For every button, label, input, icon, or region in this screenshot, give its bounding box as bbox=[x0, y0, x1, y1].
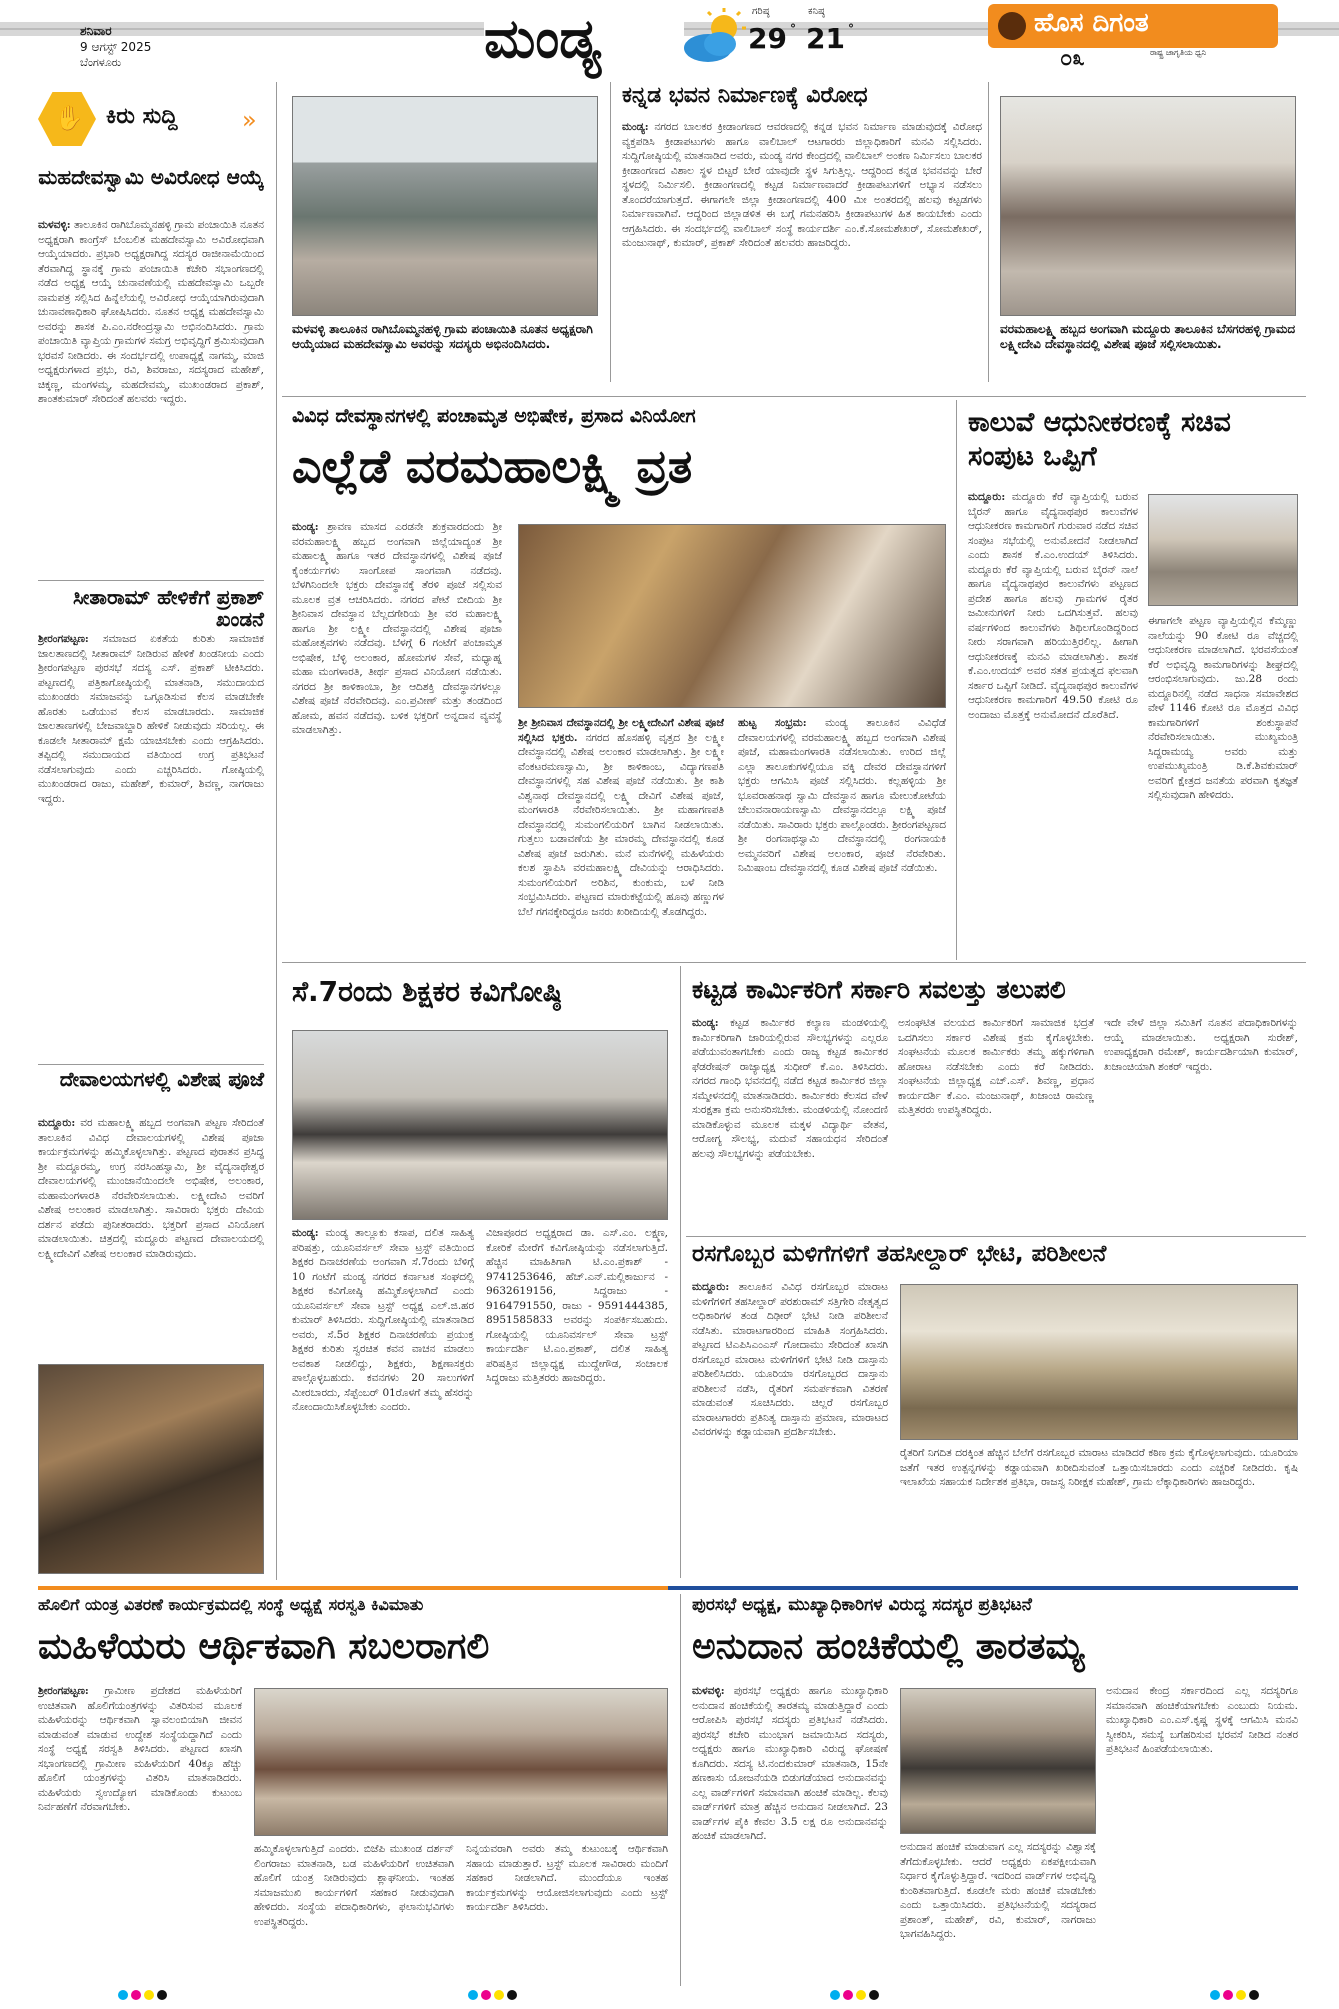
sidebar-rule bbox=[276, 82, 277, 1580]
rasagobbara-col2-text: ರೈತರಿಗೆ ನಿಗದಿತ ದರಕ್ಕಿಂತ ಹೆಚ್ಚಿನ ಬೆಲೆಗೆ ರಸಗೊಬ್ಬರ ಮಾರಾಟ ಮಾಡಿದರೆ ಕಠಿಣ ಕ್ರಮ ಕೈಗೊಳ್ಳಲಾಗುವುದು. ಯೂರಿಯಾ ಜತೆಗೆ ಇತರ ಉತ್ಪನ್ನಗಳನ್ನು ಕಡ್ಡಾಯವಾಗಿ ಖರೀದಿಸುವಂತೆ ಒತ್ತಾಯಿಸಬಾರದು ಎಂದು ಎಚ್ಚರಿಕೆ ನೀಡಿದರು. ಕೃಷಿ ಇಲಾಖೆಯ ಸಹಾಯಕ ನಿರ್ದೇಶಕ ಪ್ರತಿಭಾ, ರಾಜಸ್ವ ನಿರೀಕ್ಷಕ ಮಹೇಶ್, ಗ್ರಾಮ ಲೆಕ್ಕಾಧಿಕಾರಿಗಳು ಹಾಜರಿದ್ದರು. bbox=[900, 1447, 1298, 1488]
kaluve-col2 bbox=[1148, 614, 1298, 960]
rasagobbara-col1-text: ತಾಲೂಕಿನ ವಿವಿಧ ರಸಗೊಬ್ಬರ ಮಾರಾಟ ಮಳಿಗೆಗಳಿಗೆ ತಹಸೀಲ್ದಾರ್ ಪರಶುರಾಮ್ ಸತ್ತಿಗೇರಿ ನೇತೃತ್ವದ ಅಧಿಕಾರಿಗಳ ತಂಡ ದಿಢೀರ್ ಭೇಟಿ ನೀಡಿ ಪರಿಶೀಲನೆ ನಡೆಸಿತು. ಮಾರಾಟಗಾರರಿಂದ ಮಾಹಿತಿ ಸಂಗ್ರಹಿಸಿದರು. ಪಟ್ಟಣದ ಟಿಎಪಿಸಿಎಂಎಸ್ ಗೋದಾಮು ಸೇರಿದಂತೆ ಖಾಸಗಿ ರಸಗೊಬ್ಬರ ಮಾರಾಟ ಮಳಿಗೆಗಳಿಗೆ ಭೇಟಿ ನೀಡಿ ದಾಸ್ತಾನು ಪರಿಶೀಲಿಸಿದರು. ಯೂರಿಯಾ ರಸಗೊಬ್ಬರದ ದಾಸ್ತಾನು ಪರಿಶೀಲನೆ ನಡೆಸಿ, ರೈತರಿಗೆ ಸಮರ್ಪಕವಾಗಿ ವಿತರಣೆ ಮಾಡುವಂತೆ ಸೂಚಿಸಿದರು. ಚಿಲ್ಲರೆ ರಸಗೊಬ್ಬರ ಮಾರಾಟಗಾರರು ಪ್ರತಿನಿತ್ಯ ದಾಸ್ತಾನು ಪ್ರಮಾಣ, ಮಾರಾಟದ ವಿವರಗಳನ್ನು ಕಡ್ಡಾಯವಾಗಿ ಪ್ರದರ್ಶಿಸಬೇಕು. bbox=[692, 1281, 888, 1438]
protest-photo bbox=[900, 1688, 1096, 1834]
max-temp: 29 bbox=[748, 22, 787, 55]
rasagobbara-col1 bbox=[692, 1280, 888, 1576]
holige-title: ಮಹಿಳೆಯರು ಆರ್ಥಿಕವಾಗಿ ಸಬಲರಾಗಲಿ bbox=[38, 1626, 490, 1667]
registration-marks-2 bbox=[468, 1990, 517, 2000]
kannada-bhavana-place: ಮಂಡ್ಯ: bbox=[622, 121, 649, 133]
purasabhe-title: ಅನುದಾನ ಹಂಚಿಕೆಯಲ್ಲಿ ತಾರತಮ್ಯ bbox=[692, 1626, 1085, 1667]
sidebar-s3-body bbox=[38, 1116, 264, 1356]
max-degree: ° bbox=[790, 22, 796, 36]
panchayat-photo-caption: ಮಳವಳ್ಳಿ ತಾಲೂಕಿನ ರಾಗಿಬೊಮ್ಮನಹಳ್ಳಿ ಗ್ರಾಮ ಪಂಚಾಯಿತಿ ನೂತನ ಅಧ್ಯಕ್ಷರಾಗಿ ಆಯ್ಕೆಯಾದ ಮಹದೇವಸ್ವಾಮಿ ಅವರನ್ನು ಸದಸ್ಯರು ಅಭಿನಂದಿಸಿದರು. bbox=[292, 322, 593, 351]
panchayat-group-photo bbox=[292, 96, 598, 316]
top-rule-1 bbox=[610, 82, 611, 382]
sidebar-s1-text: ತಾಲೂಕಿನ ರಾಗಿಬೊಮ್ಮನಹಳ್ಳಿ ಗ್ರಾಮ ಪಂಚಾಯಿತಿ ನೂತನ ಅಧ್ಯಕ್ಷರಾಗಿ ಕಾಂಗ್ರೆಸ್ ಬೆಂಬಲಿತ ಮಹದೇವಸ್ವಾಮಿ ಅವಿರೋಧವಾಗಿ ಆಯ್ಕೆಯಾದರು. ಪ್ರಭಾರಿ ಅಧ್ಯಕ್ಷರಾಗಿದ್ದ ಸದಸ್ಯರ ರಾಜೀನಾಮೆಯಿಂದ ತೆರವಾಗಿದ್ದ ಸ್ಥಾನಕ್ಕೆ ಗ್ರಾಮ ಪಂಚಾಯಿತಿ ಕಚೇರಿ ಸಭಾಂಗಣದಲ್ಲಿ ನಡೆದ ಅಧ್ಯಕ್ಷ ಆಯ್ಕೆ ಚುನಾವಣೆಯಲ್ಲಿ ಮಹದೇವಸ್ವಾಮಿ ಒಬ್ಬರೇ ನಾಮಪತ್ರ ಸಲ್ಲಿಸಿದ ಹಿನ್ನೆಲೆಯಲ್ಲಿ ಅವಿರೋಧ ಆಯ್ಕೆಯಾಗಿರುವುದಾಗಿ ಚುನಾವಣಾಧಿಕಾರಿ ಘೋಷಿಸಿದರು. ನೂತನ ಅಧ್ಯಕ್ಷ ಮಹದೇವಸ್ವಾಮಿ ಅವರನ್ನು ಶಾಸಕ ಪಿ.ಎಂ.ನರೇಂದ್ರಸ್ವಾಮಿ ಅಭಿನಂದಿಸಿದರು. ಗ್ರಾಮ ಪಂಚಾಯಿತಿ ವ್ಯಾಪ್ತಿಯ ಗ್ರಾಮಗಳ ಸಮಗ್ರ ಅಭಿವೃದ್ಧಿಗೆ ಶ್ರಮಿಸುವುದಾಗಿ ಭರವಸೆ ನೀಡಿದರು. ಈ ಸಂದರ್ಭದಲ್ಲಿ ಉಪಾಧ್ಯಕ್ಷೆ ನಾಗಮ್ಮ, ಮಾಜಿ ಅಧ್ಯಕ್ಷರುಗಳಾದ ಪ್ರಭು, ರವಿ, ಶಿವರಾಜು, ಸದಸ್ಯರಾದ ಮಹೇಶ್, ಚಿಕ್ಕಣ್ಣ, ಮಂಗಳಮ್ಮ, ಮಹದೇವಮ್ಮ, ಮುಖಂಡರಾದ ಪ್ರಕಾಶ್, ಶಾಂತಕುಮಾರ್ ಸೇರಿದಂತೆ ಹಲವರು ಇದ್ದರು. bbox=[38, 219, 264, 405]
kattada-col2 bbox=[898, 1016, 1094, 1232]
varamahalakshmi-photo-lead: ಶ್ರೀ ಶ್ರೀನಿವಾಸ ದೇವಸ್ಥಾನದಲ್ಲಿ ಶ್ರೀ ಲಕ್ಷ್ಮೀದೇವಿಗೆ ವಿಶೇಷ ಪೂಜೆ ಸಲ್ಲಿಸಿದ ಭಕ್ತರು. bbox=[518, 717, 724, 744]
brand-tagline: ರಾಷ್ಟ್ರ ಜಾಗೃತಿಯ ಧ್ವನಿ bbox=[1150, 48, 1207, 57]
min-degree: ° bbox=[848, 22, 854, 36]
sidebar-s3-place: ಮದ್ದೂರು: bbox=[38, 1117, 76, 1129]
sidebar-s1-place: ಮಳವಳ್ಳಿ: bbox=[38, 219, 71, 231]
holige-col2 bbox=[254, 1842, 454, 1984]
cyan-dot bbox=[468, 1990, 478, 2000]
chevrons-icon: » bbox=[242, 106, 257, 134]
hand-glyph-icon: ✋ bbox=[54, 104, 84, 132]
holige-col1 bbox=[38, 1684, 242, 1984]
kattada-col2-text: ಅಸಂಘಟಿತ ವಲಯದ ಕಾರ್ಮಿಕರಿಗೆ ಸಾಮಾಜಿಕ ಭದ್ರತೆ ಒದಗಿಸಲು ಸರ್ಕಾರ ವಿಶೇಷ ಕ್ರಮ ಕೈಗೊಳ್ಳಬೇಕು. ಸಂಘಟನೆಯ ಮೂಲಕ ಕಾರ್ಮಿಕರು ತಮ್ಮ ಹಕ್ಕುಗಳಿಗಾಗಿ ಹೋರಾಟ ನಡೆಸಬೇಕು ಎಂದು ಕರೆ ನೀಡಿದರು. ಸಂಘಟನೆಯ ಜಿಲ್ಲಾಧ್ಯಕ್ಷ ಎಚ್.ಎಸ್. ಶಿವಣ್ಣ, ಪ್ರಧಾನ ಕಾರ್ಯದರ್ಶಿ ಕೆ.ಎಂ. ಮಂಜುನಾಥ್, ಖಜಾಂಚಿ ರಾಮಣ್ಣ ಮತ್ತಿತರರು ಉಪಸ್ಥಿತರಿದ್ದರು. bbox=[898, 1017, 1094, 1116]
black-dot bbox=[507, 1990, 517, 2000]
holige-col2-text: ಹಮ್ಮಿಕೊಳ್ಳಲಾಗುತ್ತಿದೆ ಎಂದರು. ಬಿಜೆಪಿ ಮುಖಂಡ ದರ್ಶನ್ ಲಿಂಗರಾಜು ಮಾತನಾಡಿ, ಬಡ ಮಹಿಳೆಯರಿಗೆ ಉಚಿತವಾಗಿ ಹೊಲಿಗೆ ಯಂತ್ರ ನೀಡಿರುವುದು ಶ್ಲಾಘನೀಯ. ಇಂತಹ ಸಮಾಜಮುಖಿ ಕಾರ್ಯಗಳಿಗೆ ಸಹಕಾರ ನೀಡುವುದಾಗಿ ಹೇಳಿದರು. ಸಂಸ್ಥೆಯ ಪದಾಧಿಕಾರಿಗಳು, ಫಲಾನುಭವಿಗಳು ಉಪಸ್ಥಿತರಿದ್ದರು. bbox=[254, 1843, 454, 1928]
bottom-rule bbox=[680, 1594, 681, 1986]
varamahalakshmi-col2-text: ನಗರದ ಹೊಸಹಳ್ಳಿ ವೃತ್ತದ ಶ್ರೀ ಲಕ್ಷ್ಮೀ ದೇವಸ್ಥಾನದಲ್ಲಿ ವಿಶೇಷ ಅಲಂಕಾರ ಮಾಡಲಾಗಿತ್ತು. ಶ್ರೀ ಲಕ್ಷ್ಮೀ ವೆಂಕಟರಮಣಸ್ವಾಮಿ, ಶ್ರೀ ಕಾಳಿಕಾಂಬ, ವಿದ್ಯಾಗಣಪತಿ ದೇವಸ್ಥಾನಗಳಲ್ಲಿ ಸಹ ವಿಶೇಷ ಪೂಜೆ ನಡೆಯಿತು. ಶ್ರೀ ಕಾಶಿ ವಿಶ್ವನಾಥ ದೇವಸ್ಥಾನದಲ್ಲಿ ಲಕ್ಷ್ಮಿ ದೇವಿಗೆ ವಿಶೇಷ ಪೂಜೆ, ಮಂಗಳಾರತಿ ನೆರವೇರಿಸಲಾಯಿತು. ಶ್ರೀ ಮಹಾಗಣಪತಿ ದೇವಸ್ಥಾನದಲ್ಲಿ ಸುಮಂಗಲಿಯರಿಗೆ ಬಾಗಿನ ನೀಡಲಾಯಿತು. ಗುತ್ತಲು ಬಡಾವಣೆಯ ಶ್ರೀ ಮಾರಮ್ಮ ದೇವಸ್ಥಾನದಲ್ಲಿ ಕೂಡ ವಿಶೇಷ ಪೂಜೆ ಜರುಗಿತು. ಮನೆ ಮನೆಗಳಲ್ಲಿ ಮಹಿಳೆಯರು ಕಲಶ ಸ್ಥಾಪಿಸಿ ವರಮಹಾಲಕ್ಷ್ಮಿ ದೇವಿಯನ್ನು ಆರಾಧಿಸಿದರು. ಸುಮಂಗಲಿಯರಿಗೆ ಅರಿಶಿನ, ಕುಂಕುಮ, ಬಳೆ ನೀಡಿ ಸಂಭ್ರಮಿಸಿದರು. ಪಟ್ಟಣದ ಮಾರುಕಟ್ಟೆಯಲ್ಲಿ ಹೂವು ಹಣ್ಣುಗಳ ಬೆಲೆ ಗಗನಕ್ಕೇರಿದ್ದರೂ ಜನರು ಖರೀದಿಯಲ್ಲಿ ತೊಡಗಿದ್ದರು. bbox=[518, 731, 724, 918]
kattada-title: ಕಟ್ಟಡ ಕಾರ್ಮಿಕರಿಗೆ ಸರ್ಕಾರಿ ಸವಲತ್ತು ತಲುಪಲಿ bbox=[692, 975, 1066, 1004]
kannada-bhavana-title: ಕನ್ನಡ ಭವನ ನಿರ್ಮಾಣಕ್ಕೆ ವಿರೋಧ bbox=[622, 83, 868, 108]
kaluve-place: ಮದ್ದೂರು: bbox=[968, 491, 1006, 503]
black-dot bbox=[869, 1990, 879, 2000]
varamahalakshmi-col2 bbox=[518, 716, 724, 960]
masthead-city: ಬೆಂಗಳೂರು bbox=[80, 56, 122, 69]
min-label: ಕನಿಷ್ಠ bbox=[808, 6, 825, 17]
magenta-dot bbox=[131, 1990, 141, 2000]
varamahalakshmi-col1-text: ಶ್ರಾವಣ ಮಾಸದ ಎರಡನೇ ಶುಕ್ರವಾರದಂದು ಶ್ರೀ ವರಮಹಾಲಕ್ಷ್ಮಿ ಹಬ್ಬದ ಅಂಗವಾಗಿ ಜಿಲ್ಲೆಯಾದ್ಯಂತ ಶ್ರೀ ಮಹಾಲಕ್ಷ್ಮಿ ಹಾಗೂ ಇತರ ದೇವಸ್ಥಾನಗಳಲ್ಲಿ ವಿಶೇಷ ಪೂಜೆ ಕೈಂಕರ್ಯಗಳು ಸಾಂಗೋಪ ಸಾಂಗವಾಗಿ ನಡೆದವು. ಬೆಳಗಿನಿಂದಲೇ ಭಕ್ತರು ದೇವಸ್ಥಾನಕ್ಕೆ ತೆರಳಿ ಪೂಜೆ ಸಲ್ಲಿಸುವ ಮೂಲಕ ವ್ರತ ಆಚರಿಸಿದರು. ನಗರದ ಪೇಟೆ ಬೀದಿಯ ಶ್ರೀ ಶ್ರೀನಿವಾಸ ದೇವಸ್ಥಾನ ಬೆಲ್ಲದಗೇರಿಯ ಶ್ರೀ ವರ ಮಹಾಲಕ್ಷ್ಮಿ ಹಾಗೂ ಶ್ರೀ ಲಕ್ಷ್ಮೀ ದೇವಸ್ಥಾನದಲ್ಲಿ ವಿಶೇಷ ಪೂಜಾ ಮಹೋತ್ಸವಗಳು ನಡೆದವು. ಬೆಳಗ್ಗೆ 6 ಗಂಟೆಗೆ ಪಂಚಾಮೃತ ಅಭಿಷೇಕ, ಬೆಳ್ಳಿ ಅಲಂಕಾರ, ಹೋಮಗಳ ಸೇವೆ, ಮಧ್ಯಾಹ್ನ ಮಹಾ ಮಂಗಳಾರತಿ, ತೀರ್ಥ ಪ್ರಸಾದ ವಿನಿಯೋಗ ನಡೆಯಿತು. ನಗರದ ಶ್ರೀ ಕಾಳಿಕಾಂಬಾ, ಶ್ರೀ ಆದಿಶಕ್ತಿ ದೇವಸ್ಥಾನಗಳಲ್ಲೂ ವಿಶೇಷ ಪೂಜೆ ನೆರವೇರಿದವು. ಎಂ.ಪ್ರವೀಣ್ ಮತ್ತು ತಂಡದಿಂದ ಹೋಮ, ಹವನ ನಡೆದವು. ಬಳಿಕ ಭಕ್ತರಿಗೆ ಅನ್ನದಾನ ವ್ಯವಸ್ಥೆ ಮಾಡಲಾಗಿತ್ತು. bbox=[292, 521, 502, 736]
fertilizer-godown-photo bbox=[900, 1284, 1298, 1440]
purasabhe-col2-text: ಅನುದಾನ ಹಂಚಿಕೆ ಮಾಡುವಾಗ ಎಲ್ಲ ಸದಸ್ಯರನ್ನು ವಿಶ್ವಾಸಕ್ಕೆ ತೆಗೆದುಕೊಳ್ಳಬೇಕು. ಆದರೆ ಅಧ್ಯಕ್ಷರು ಏಕಪಕ್ಷೀಯವಾಗಿ ನಿರ್ಧಾರ ಕೈಗೊಳ್ಳುತ್ತಿದ್ದಾರೆ. ಇದರಿಂದ ವಾರ್ಡ್‌ಗಳ ಅಭಿವೃದ್ಧಿ ಕುಂಠಿತವಾಗುತ್ತಿದೆ. ಕೂಡಲೇ ಮರು ಹಂಚಿಕೆ ಮಾಡಬೇಕು ಎಂದು ಒತ್ತಾಯಿಸಿದರು. ಪ್ರತಿಭಟನೆಯಲ್ಲಿ ಸದಸ್ಯರಾದ ಪ್ರಶಾಂತ್, ಮಹೇಶ್, ರವಿ, ಕುಮಾರ್, ನಾಗರಾಜು ಭಾಗವಹಿಸಿದ್ದರು. bbox=[900, 1841, 1096, 1940]
holige-col1-text: ಗ್ರಾಮೀಣ ಪ್ರದೇಶದ ಮಹಿಳೆಯರಿಗೆ ಉಚಿತವಾಗಿ ಹೊಲಿಗೆಯಂತ್ರಗಳನ್ನು ವಿತರಿಸುವ ಮೂಲಕ ಮಹಿಳೆಯರನ್ನು ಆರ್ಥಿಕವಾಗಿ ಸ್ವಾವಲಂಬಿಯಾಗಿ ಜೀವನ ಮಾಡುವಂತೆ ಮಾಡುವ ಉದ್ದೇಶ ಸಂಸ್ಥೆಯದ್ದಾಗಿದೆ ಎಂದು ಸಂಸ್ಥೆ ಅಧ್ಯಕ್ಷೆ ಸರಸ್ವತಿ ತಿಳಿಸಿದರು. ಪಟ್ಟಣದ ಖಾಸಗಿ ಸಭಾಂಗಣದಲ್ಲಿ ಗ್ರಾಮೀಣ ಮಹಿಳೆಯರಿಗೆ 40ಕ್ಕೂ ಹೆಚ್ಚು ಹೊಲಿಗೆ ಯಂತ್ರಗಳನ್ನು ವಿತರಿಸಿ ಮಾತನಾಡಿದರು. ಮಹಿಳೆಯರು ಸ್ವಉದ್ಯೋಗ ಮಾಡಿಕೊಂಡು ಕುಟುಂಬ ನಿರ್ವಹಣೆಗೆ ನೆರವಾಗಬೇಕು. bbox=[38, 1685, 242, 1813]
mid-divider bbox=[282, 962, 1306, 963]
purasabhe-col3 bbox=[1106, 1684, 1298, 1984]
kaluve-col2-text: ಈಗಾಗಲೇ ಪಟ್ಟಣ ವ್ಯಾಪ್ತಿಯಲ್ಲಿನ ಕೆಮ್ಮಣ್ಣು ನಾಲೆಯನ್ನು 90 ಕೋಟಿ ರೂ ವೆಚ್ಚದಲ್ಲಿ ಆಧುನೀಕರಣ ಮಾಡಲಾಗಿದೆ. ಭರವಸೆಯಂತೆ ಕೆರೆ ಅಭಿವೃದ್ಧಿ ಕಾಮಗಾರಿಗಳನ್ನು ಶೀಘ್ರದಲ್ಲಿ ಆರಂಭಿಸಲಾಗುವುದು. ಜು.28 ರಂದು ಮದ್ದೂರಿನಲ್ಲಿ ನಡೆದ ಸಾಧನಾ ಸಮಾವೇಶದ ವೇಳೆ 1146 ಕೋಟಿ ರೂ ಮೊತ್ತದ ವಿವಿಧ ಕಾಮಗಾರಿಗಳಿಗೆ ಶಂಕುಸ್ಥಾಪನೆ ನೆರವೇರಿಸಲಾಯಿತು. ಮುಖ್ಯಮಂತ್ರಿ ಸಿದ್ದರಾಮಯ್ಯ ಅವರು ಮತ್ತು ಉಪಮುಖ್ಯಮಂತ್ರಿ ಡಿ.ಕೆ.ಶಿವಕುಮಾರ್ ಅವರಿಗೆ ಕ್ಷೇತ್ರದ ಜನತೆಯ ಪರವಾಗಿ ಕೃತಜ್ಞತೆ ಸಲ್ಲಿಸುವುದಾಗಿ ಹೇಳಿದರು. bbox=[1148, 615, 1298, 801]
bottom-separator bbox=[38, 1586, 1298, 1590]
varamahalakshmi-kicker: ವಿವಿಧ ದೇವಸ್ಥಾನಗಳಲ್ಲಿ ಪಂಚಾಮೃತ ಅಭಿಷೇಕ, ಪ್ರಸಾದ ವಿನಿಯೋಗ bbox=[292, 405, 696, 427]
max-label: ಗರಿಷ್ಠ bbox=[752, 6, 770, 17]
masthead-day: ಶನಿವಾರ bbox=[80, 24, 112, 38]
kattada-divider bbox=[686, 1236, 1306, 1237]
registration-marks-4 bbox=[1210, 1990, 1259, 2000]
kavigoshti-title: ಸೆ.7ರಂದು ಶಿಕ್ಷಕರ ಕವಿಗೋಷ್ಠಿ bbox=[292, 975, 562, 1008]
varamahalakshmi-place: ಮಂಡ್ಯ: bbox=[292, 521, 319, 533]
district-name: ಮಂಡ್ಯ bbox=[484, 7, 602, 70]
sidebar-s2-place: ಶ್ರೀರಂಗಪಟ್ಟಣ: bbox=[38, 633, 89, 645]
kaluve-col1-text: ಮದ್ದೂರು ಕೆರೆ ವ್ಯಾಪ್ತಿಯಲ್ಲಿ ಬರುವ ಬೈರನ್ ಹಾಗೂ ವೈದ್ಯನಾಥಪುರ ಕಾಲುವೆಗಳ ಆಧುನೀಕರಣ ಕಾಮಗಾರಿಗೆ ಗುರುವಾರ ನಡೆದ ಸಚಿವ ಸಂಪುಟ ಸಭೆಯಲ್ಲಿ ಅನುಮೋದನೆ ನೀಡಲಾಗಿದೆ ಎಂದು ಶಾಸಕ ಕೆ.ಎಂ.ಉದಯ್ ತಿಳಿಸಿದರು. ಮದ್ದೂರು ಕೆರೆ ವ್ಯಾಪ್ತಿಯಲ್ಲಿ ಬರುವ ಬೈರನ್ ನಾಲೆ ಹಾಗೂ ವೈದ್ಯನಾಥಪುರ ಕಾಲುವೆಗಳು ಪಟ್ಟಣದ ಪ್ರದೇಶ ಹಾಗೂ ಹಲವು ಗ್ರಾಮಗಳ ರೈತರ ಜಮೀನುಗಳಿಗೆ ನೀರು ಒದಗಿಸುತ್ತವೆ. ಹಲವು ವರ್ಷಗಳಿಂದ ಕಾಲುವೆಗಳು ಶಿಥಿಲಗೊಂಡಿದ್ದರಿಂದ ನೀರು ಸರಾಗವಾಗಿ ಹರಿಯುತ್ತಿರಲಿಲ್ಲ. ಹೀಗಾಗಿ ಆಧುನೀಕರಣಕ್ಕೆ ಮನವಿ ಮಾಡಲಾಗಿತ್ತು. ಶಾಸಕ ಕೆ.ಎಂ.ಉದಯ್ ಅವರ ಸತತ ಪ್ರಯತ್ನದ ಫಲವಾಗಿ ಸರ್ಕಾರ ಒಪ್ಪಿಗೆ ನೀಡಿದೆ. ವೈದ್ಯನಾಥಪುರ ಕಾಲುವೆಗಳ ಆಧುನೀಕರಣ ಕಾಮಗಾರಿಗೆ 49.50 ಕೋಟಿ ರೂ ಅಂದಾಜು ಮೊತ್ತಕ್ಕೆ ಅನುಮೋದನೆ ದೊರೆತಿದೆ. bbox=[968, 491, 1138, 721]
sidebar-s3-title: ದೇವಾಲಯಗಳಲ್ಲಿ ವಿಶೇಷ ಪೂಜೆ bbox=[59, 1067, 264, 1091]
magenta-dot bbox=[1223, 1990, 1233, 2000]
sidebar-s2-text: ಸಮಾಜದ ಏಕತೆಯ ಕುರಿತು ಸಾಮಾಜಿಕ ಜಾಲತಾಣದಲ್ಲಿ ಸೀತಾರಾಮ್ ನೀಡಿರುವ ಹೇಳಿಕೆ ಖಂಡನೀಯ ಎಂದು ಶ್ರೀರಂಗಪಟ್ಟಣ ಪುರಸಭೆ ಸದಸ್ಯ ಎಸ್. ಪ್ರಕಾಶ್ ಟೀಕಿಸಿದರು. ಪಟ್ಟಣದಲ್ಲಿ ಪತ್ರಿಕಾಗೋಷ್ಠಿಯಲ್ಲಿ ಮಾತನಾಡಿ, ಸಮುದಾಯದ ಮುಖಂಡರು ಸಮಾಜವನ್ನು ಒಗ್ಗೂಡಿಸುವ ಕೆಲಸ ಮಾಡಬೇಕೇ ಹೊರತು ಒಡೆಯುವ ಕೆಲಸ ಮಾಡಬಾರದು. ಸಾಮಾಜಿಕ ಜಾಲತಾಣಗಳಲ್ಲಿ ಬೇಜವಾಬ್ದಾರಿ ಹೇಳಿಕೆ ನೀಡುವುದು ಸರಿಯಲ್ಲ. ಈ ಕೂಡಲೇ ಸೀತಾರಾಮ್ ಕ್ಷಮೆ ಯಾಚಿಸಬೇಕು ಎಂದು ಆಗ್ರಹಿಸಿದರು. ತಪ್ಪಿದಲ್ಲಿ ಸಮುದಾಯದ ವತಿಯಿಂದ ಉಗ್ರ ಪ್ರತಿಭಟನೆ ನಡೆಸಲಾಗುವುದು ಎಂದು ಎಚ್ಚರಿಸಿದರು. ಗೋಷ್ಠಿಯಲ್ಲಿ ಮುಖಂಡರಾದ ರಾಜು, ಮಹೇಶ್, ಕುಮಾರ್, ಶಿವಣ್ಣ, ನಾಗರಾಜು ಇದ್ದರು. bbox=[38, 633, 264, 805]
purasabhe-col1 bbox=[692, 1684, 888, 1984]
page-number: ೦೩ bbox=[1060, 46, 1085, 71]
registration-marks-1 bbox=[118, 1990, 167, 2000]
yellow-dot bbox=[144, 1990, 154, 2000]
sidebar-s2-title: ಸೀತಾರಾಮ್ ಹೇಳಿಕೆಗೆ ಪ್ರಕಾಶ್ ಖಂಡನೆ bbox=[72, 585, 264, 632]
kavigoshti-place: ಮಂಡ್ಯ: bbox=[292, 1227, 319, 1239]
bottom-mid-rule bbox=[680, 966, 681, 1578]
black-dot bbox=[1249, 1990, 1259, 2000]
yellow-dot bbox=[1236, 1990, 1246, 2000]
cabinet-meeting-photo bbox=[1148, 494, 1298, 606]
masthead-district-box bbox=[484, 6, 684, 74]
kiru-suddi-badge bbox=[38, 92, 264, 146]
varamahalakshmi-title: ಎಲ್ಲೆಡೆ ವರಮಹಾಲಕ್ಷ್ಮಿ ವ್ರತ bbox=[292, 439, 693, 493]
holige-col3 bbox=[466, 1842, 668, 1984]
registration-marks-3 bbox=[830, 1990, 879, 2000]
varamahalakshmi-col1 bbox=[292, 520, 502, 960]
sidebar-s1-title: ಮಹದೇವಸ್ವಾಮಿ ಅವಿರೋಧ ಆಯ್ಕೆ bbox=[38, 165, 264, 189]
kannada-bhavana-text: ನಗರದ ಬಾಲಕರ ಕ್ರೀಡಾಂಗಣದ ಆವರಣದಲ್ಲಿ ಕನ್ನಡ ಭವನ ನಿರ್ಮಾಣ ಮಾಡುವುದಕ್ಕೆ ವಿರೋಧ ವ್ಯಕ್ತಪಡಿಸಿ ಕ್ರೀಡಾಪಟುಗಳು ಹಾಗೂ ವಾಲಿಬಾಲ್ ಆಟಗಾರರು ಜಿಲ್ಲಾಧಿಕಾರಿಗೆ ಮನವಿ ಸಲ್ಲಿಸಿದರು. ಸುದ್ದಿಗೋಷ್ಠಿಯಲ್ಲಿ ಮಾತನಾಡಿದ ಅವರು, ಮಂಡ್ಯ ನಗರ ಕೇಂದ್ರದಲ್ಲಿ ವಾಲಿಬಾಲ್ ಅಂಕಣ ನಿರ್ಮಿಸಲು ಬಾಲಕರ ಕ್ರೀಡಾಂಗಣದ ವಿಶಾಲ ಸ್ಥಳ ಬಿಟ್ಟರೆ ಬೇರೆ ಯಾವುದೇ ಸ್ಥಳ ಸಿಗುತ್ತಿಲ್ಲ. ಆದ್ದರಿಂದ ಕನ್ನಡ ಭವನವನ್ನು ಬೇರೆ ಸ್ಥಳದಲ್ಲಿ ನಿರ್ಮಿಸಲಿ. ಕ್ರೀಡಾಂಗಣದಲ್ಲಿ ಕಟ್ಟಡ ನಿರ್ಮಾಣವಾದರೆ ಕ್ರೀಡಾಪಟುಗಳಿಗೆ ಅಭ್ಯಾಸ ನಡೆಸಲು ತೊಂದರೆಯಾಗುತ್ತದೆ. ಈಗಾಗಲೇ ಜಿಲ್ಲಾ ಕ್ರೀಡಾಂಗಣದಲ್ಲಿ 400 ಮೀ ಅಂತರದಲ್ಲಿ ಹಲವು ಕಟ್ಟಡಗಳು ನಿರ್ಮಾಣವಾಗಿವೆ. ಆದ್ದರಿಂದ ಜಿಲ್ಲಾಡಳಿತ ಈ ಬಗ್ಗೆ ಗಮನಹರಿಸಿ ಕ್ರೀಡಾಪಟುಗಳ ಹಿತ ಕಾಯಬೇಕು ಎಂದು ಆಗ್ರಹಿಸಿದರು. ಈ ಸಂದರ್ಭದಲ್ಲಿ ವಾಲಿಬಾಲ್ ಸಂಸ್ಥೆ ಕಾರ್ಯದರ್ಶಿ ಎಂ.ಕೆ.ಸೋಮಶೇಖರ್, ಸೋಮಶೇಖರ್, ಮಂಜುನಾಥ್, ಕುಮಾರ್, ಪ್ರಕಾಶ್ ಸೇರಿದಂತೆ ಹಲವರು ಹಾಜರಿದ್ದರು. bbox=[622, 121, 982, 249]
temple-photo-caption: ವರಮಹಾಲಕ್ಷ್ಮಿ ಹಬ್ಬದ ಅಂಗವಾಗಿ ಮದ್ದೂರು ತಾಲೂಕಿನ ಬೆಸಗರಹಳ್ಳಿ ಗ್ರಾಮದ ಲಕ್ಷ್ಮೀದೇವಿ ದೇವಸ್ಥಾನದಲ್ಲಿ ವಿಶೇಷ ಪೂಜೆ ಸಲ್ಲಿಸಲಾಯಿತು. bbox=[1000, 322, 1296, 351]
magenta-dot bbox=[481, 1990, 491, 2000]
sidebar-s1-body bbox=[38, 218, 264, 570]
rasagobbara-place: ಮದ್ದೂರು: bbox=[692, 1281, 730, 1293]
brand-banner bbox=[988, 4, 1278, 48]
masthead-date: 9 ಆಗಸ್ಟ್ 2025 bbox=[80, 40, 152, 54]
kattada-col3 bbox=[1104, 1016, 1298, 1232]
kavigoshti-col1 bbox=[292, 1226, 474, 1576]
purasabhe-col3-text: ಅನುದಾನ ಕೇಂದ್ರ ಸರ್ಕಾರದಿಂದ ಎಲ್ಲ ಸದಸ್ಯರಿಗೂ ಸಮಾನವಾಗಿ ಹಂಚಿಕೆಯಾಗಬೇಕು ಎಂಬುದು ನಿಯಮ. ಮುಖ್ಯಾಧಿಕಾರಿ ಎಂ.ಎಸ್.ಕೃಷ್ಣ ಸ್ಥಳಕ್ಕೆ ಆಗಮಿಸಿ ಮನವಿ ಸ್ವೀಕರಿಸಿ, ಸಮಸ್ಯೆ ಬಗೆಹರಿಸುವ ಭರವಸೆ ನೀಡಿದ ನಂತರ ಪ್ರತಿಭಟನೆ ಹಿಂಪಡೆಯಲಾಯಿತು. bbox=[1106, 1685, 1298, 1755]
top-rule-2 bbox=[988, 82, 989, 382]
purasabhe-kicker: ಪುರಸಭೆ ಅಧ್ಯಕ್ಷ, ಮುಖ್ಯಾಧಿಕಾರಿಗಳ ವಿರುದ್ಧ ಸದಸ್ಯರ ಪ್ರತಿಭಟನೆ bbox=[692, 1595, 1032, 1615]
top-divider bbox=[282, 396, 1306, 397]
kaluve-col1 bbox=[968, 490, 1138, 960]
min-temp: 21 bbox=[806, 22, 845, 55]
kavigoshti-col2 bbox=[486, 1226, 668, 1576]
rasagobbara-title: ರಸಗೊಬ್ಬರ ಮಳಿಗೆಗಳಿಗೆ ತಹಸೀಲ್ದಾರ್ ಭೇಟಿ, ಪರಿಶೀಲನೆ bbox=[692, 1241, 1107, 1267]
kattada-col1-text: ಕಟ್ಟಡ ಕಾರ್ಮಿಕರ ಕಲ್ಯಾಣ ಮಂಡಳಿಯಲ್ಲಿ ಕಾರ್ಮಿಕರಿಗಾಗಿ ಜಾರಿಯಲ್ಲಿರುವ ಸೌಲಭ್ಯಗಳನ್ನು ಎಲ್ಲರೂ ಪಡೆಯುವಂತಾಗಬೇಕು ಎಂದು ರಾಜ್ಯ ಕಟ್ಟಡ ಕಾರ್ಮಿಕರ ಫೆಡರೇಷನ್ ರಾಜ್ಯಾಧ್ಯಕ್ಷ ಸುಧೀರ್ ಕೆ.ಎಂ. ತಿಳಿಸಿದರು. ನಗರದ ಗಾಂಧಿ ಭವನದಲ್ಲಿ ನಡೆದ ಕಟ್ಟಡ ಕಾರ್ಮಿಕರ ಜಿಲ್ಲಾ ಸಮ್ಮೇಳನದಲ್ಲಿ ಮಾತನಾಡಿದರು. ಕಾರ್ಮಿಕರು ಕೆಲಸದ ವೇಳೆ ಸುರಕ್ಷತಾ ಕ್ರಮ ಅನುಸರಿಸಬೇಕು. ಮಂಡಳಿಯಲ್ಲಿ ನೋಂದಣಿ ಮಾಡಿಕೊಳ್ಳುವ ಮೂಲಕ ಮಕ್ಕಳ ವಿದ್ಯಾರ್ಥಿ ವೇತನ, ಆರೋಗ್ಯ ಸೌಲಭ್ಯ, ಮದುವೆ ಸಹಾಯಧನ ಸೇರಿದಂತೆ ಹಲವು ಸೌಲಭ್ಯಗಳನ್ನು ಪಡೆಯಬೇಕು. bbox=[692, 1017, 888, 1160]
masthead bbox=[0, 0, 1339, 74]
holige-place: ಶ್ರೀರಂಗಪಟ್ಟಣ: bbox=[38, 1685, 89, 1697]
cyan-dot bbox=[1210, 1990, 1220, 2000]
sidebar-divider-2 bbox=[38, 1064, 264, 1065]
press-meet-photo bbox=[292, 1030, 668, 1220]
sidebar-s2-body bbox=[38, 632, 264, 1058]
kiru-suddi-label: ಕಿರು ಸುದ್ದಿ bbox=[106, 104, 178, 129]
black-dot bbox=[157, 1990, 167, 2000]
varamahalakshmi-col3-text: ಮಂಡ್ಯ ತಾಲೂಕಿನ ವಿವಿಧೆಡೆ ದೇವಾಲಯಗಳಲ್ಲಿ ವರಮಹಾಲಕ್ಷ್ಮಿ ಹಬ್ಬದ ಅಂಗವಾಗಿ ವಿಶೇಷ ಪೂಜೆ, ಮಹಾಮಂಗಳಾರತಿ ನಡೆಸಲಾಯಿತು. ಉರಿದ ಜಿಲ್ಲೆ ಎಲ್ಲಾ ತಾಲೂಕುಗಳಲ್ಲಿಯೂ ವಕ್ಕಿ ದೇವರ ದೇವಸ್ಥಾನಗಳಿಗೆ ಭಕ್ತರು ಆಗಮಿಸಿ ಪೂಜೆ ಸಲ್ಲಿಸಿದರು. ಕಲ್ಲಹಳ್ಳಿಯ ಶ್ರೀ ಭೂವರಾಹನಾಥ ಸ್ವಾಮಿ ದೇವಸ್ಥಾನ ಹಾಗೂ ಮೇಲುಕೋಟೆಯ ಚೆಲುವನಾರಾಯಣಸ್ವಾಮಿ ದೇವಸ್ಥಾನದಲ್ಲೂ ಲಕ್ಷ್ಮಿ ಪೂಜೆ ನಡೆಯಿತು. ಸಾವಿರಾರು ಭಕ್ತರು ಪಾಲ್ಗೊಂಡರು. ಶ್ರೀರಂಗಪಟ್ಟಣದ ಶ್ರೀ ರಂಗನಾಥಸ್ವಾಮಿ ದೇವಸ್ಥಾನದಲ್ಲಿ ರಂಗನಾಯಕಿ ಅಮ್ಮನವರಿಗೆ ವಿಶೇಷ ಅಲಂಕಾರ, ಪೂಜೆ ನೆರವೇರಿತು. ನಿಮಿಷಾಂಬ ದೇವಸ್ಥಾನದಲ್ಲಿ ಕೂಡ ವಿಶೇಷ ಪೂಜೆ ನಡೆಯಿತು. bbox=[738, 717, 946, 874]
yellow-dot bbox=[856, 1990, 866, 2000]
cyan-dot bbox=[118, 1990, 128, 2000]
sidebar-s3-text: ವರ ಮಹಾಲಕ್ಷ್ಮಿ ಹಬ್ಬದ ಅಂಗವಾಗಿ ಪಟ್ಟಣ ಸೇರಿದಂತೆ ತಾಲೂಕಿನ ವಿವಿಧ ದೇವಾಲಯಗಳಲ್ಲಿ ವಿಶೇಷ ಪೂಜಾ ಕಾರ್ಯಕ್ರಮಗಳನ್ನು ಹಮ್ಮಿಕೊಳ್ಳಲಾಗಿತ್ತು. ಪಟ್ಟಣದ ಪುರಾತನ ಪ್ರಸಿದ್ಧ ಶ್ರೀ ಮದ್ದೂರಮ್ಮ, ಉಗ್ರ ನರಸಿಂಹಸ್ವಾಮಿ, ಶ್ರೀ ವೈದ್ಯನಾಥೇಶ್ವರ ದೇವಾಲಯಗಳಲ್ಲಿ ಮುಂಜಾನೆಯಿಂದಲೇ ಅಭಿಷೇಕ, ಅಲಂಕಾರ, ಮಹಾಮಂಗಳಾರತಿ ನೆರವೇರಿಸಲಾಯಿತು. ಲಕ್ಷ್ಮೀದೇವಿ ಅವರಿಗೆ ವಿಶೇಷ ಅಲಂಕಾರ ಮಾಡಲಾಗಿತ್ತು. ಸಾವಿರಾರು ಭಕ್ತರು ದೇವಿಯ ದರ್ಶನ ಪಡೆದು ಪುನೀತರಾದರು. ಭಕ್ತರಿಗೆ ಪ್ರಸಾದ ವಿನಿಯೋಗ ಮಾಡಲಾಯಿತು. ಚಿತ್ರದಲ್ಲಿ ಮದ್ದೂರು ಪಟ್ಟಣದ ದೇವಾಲಯದಲ್ಲಿ ಲಕ್ಷ್ಮೀದೇವಿಗೆ ವಿಶೇಷ ಅಲಂಕಾರ ಮಾಡಿರುವುದು. bbox=[38, 1117, 264, 1260]
holige-kicker: ಹೊಲಿಗೆ ಯಂತ್ರ ವಿತರಣೆ ಕಾರ್ಯಕ್ರಮದಲ್ಲಿ ಸಂಸ್ಥೆ ಅಧ್ಯಕ್ಷೆ ಸರಸ್ವತಿ ಕಿವಿಮಾತು bbox=[38, 1595, 424, 1614]
sidebar-divider-1 bbox=[38, 580, 264, 581]
goddess-idol-photo bbox=[38, 1364, 264, 1574]
purasabhe-col2 bbox=[900, 1840, 1096, 1984]
purasabhe-col1-text: ಪುರಸಭೆ ಅಧ್ಯಕ್ಷರು ಹಾಗೂ ಮುಖ್ಯಾಧಿಕಾರಿ ಅನುದಾನ ಹಂಚಿಕೆಯಲ್ಲಿ ತಾರತಮ್ಯ ಮಾಡುತ್ತಿದ್ದಾರೆ ಎಂದು ಆರೋಪಿಸಿ ಪುರಸಭೆ ಸದಸ್ಯರು ಪ್ರತಿಭಟನೆ ನಡೆಸಿದರು. ಪುರಸಭೆ ಕಚೇರಿ ಮುಂಭಾಗ ಜಮಾಯಿಸಿದ ಸದಸ್ಯರು, ಅಧ್ಯಕ್ಷರು ಹಾಗೂ ಮುಖ್ಯಾಧಿಕಾರಿ ವಿರುದ್ಧ ಘೋಷಣೆ ಕೂಗಿದರು. ಸದಸ್ಯ ಟಿ.ನಂದಕುಮಾರ್ ಮಾತನಾಡಿ, 15ನೇ ಹಣಕಾಸು ಯೋಜನೆಯಡಿ ಬಿಡುಗಡೆಯಾದ ಅನುದಾನವನ್ನು ಎಲ್ಲ ವಾರ್ಡ್‌ಗಳಿಗೆ ಸಮಾನವಾಗಿ ಹಂಚಿಕೆ ಮಾಡಿಲ್ಲ. ಕೆಲವು ವಾರ್ಡ್‌ಗಳಿಗೆ ಮಾತ್ರ ಹೆಚ್ಚಿನ ಅನುದಾನ ನೀಡಲಾಗಿದೆ. 23 ವಾರ್ಡ್‌ಗಳ ಪೈಕಿ ಕೇವಲ 3.5 ಲಕ್ಷ ರೂ ಅನುದಾನವನ್ನು ಹಂಚಿಕೆ ಮಾಡಲಾಗಿದೆ. bbox=[692, 1685, 888, 1842]
kavigoshti-col2-text: ವಿಜಾಪೂರದ ಅಧ್ಯಕ್ಷರಾದ ಡಾ. ಎಸ್.ಎಂ. ಲಕ್ಷ್ಮಣ, ಕೋರಿಕೆ ಮೇರೆಗೆ ಕವಿಗೋಷ್ಠಿಯನ್ನು ನಡೆಸಲಾಗುತ್ತಿದೆ. ಹೆಚ್ಚಿನ ಮಾಹಿತಿಗಾಗಿ ಟಿ.ಎಂ.ಪ್ರಕಾಶ್ - 9741253646, ಹೆಚ್.ಎನ್.ಮಲ್ಲಿಕಾರ್ಜುನ - 9632619156, ಸಿದ್ದರಾಜು - 9164791550, ರಾಜು - 9591444385, 8951585833 ಅವರನ್ನು ಸಂಪರ್ಕಿಸಬಹುದು. ಗೋಷ್ಠಿಯಲ್ಲಿ ಯೂನಿವರ್ಸಲ್ ಸೇವಾ ಟ್ರಸ್ಟ್ ಕಾರ್ಯದರ್ಶಿ ಟಿ.ಎಂ.ಪ್ರಕಾಶ್, ದಲಿತ ಸಾಹಿತ್ಯ ಪರಿಷತ್ತಿನ ಜಿಲ್ಲಾಧ್ಯಕ್ಷ ಮುದ್ದೇಗೌಡ, ಸಂಚಾಲಕ ಸಿದ್ದರಾಜು ಮತ್ತಿತರರು ಹಾಜರಿದ್ದರು. bbox=[486, 1227, 668, 1384]
mid-rule bbox=[956, 400, 957, 960]
kattada-place: ಮಂಡ್ಯ: bbox=[692, 1017, 719, 1029]
kattada-col3-text: ಇದೇ ವೇಳೆ ಜಿಲ್ಲಾ ಸಮಿತಿಗೆ ನೂತನ ಪದಾಧಿಕಾರಿಗಳನ್ನು ಆಯ್ಕೆ ಮಾಡಲಾಯಿತು. ಅಧ್ಯಕ್ಷರಾಗಿ ಸುರೇಶ್, ಉಪಾಧ್ಯಕ್ಷರಾಗಿ ರಮೇಶ್, ಕಾರ್ಯದರ್ಶಿಯಾಗಿ ಕುಮಾರ್, ಖಜಾಂಚಿಯಾಗಿ ಶಂಕರ್ ಇದ್ದರು. bbox=[1104, 1017, 1298, 1073]
rasagobbara-col2 bbox=[900, 1446, 1298, 1576]
kavigoshti-col1-text: ಮಂಡ್ಯ ತಾಲ್ಲೂಕು ಕಸಾಪ, ದಲಿತ ಸಾಹಿತ್ಯ ಪರಿಷತ್ತು, ಯೂನಿವರ್ಸಲ್ ಸೇವಾ ಟ್ರಸ್ಟ್ ವತಿಯಿಂದ ಶಿಕ್ಷಕರ ದಿನಾಚರಣೆಯ ಅಂಗವಾಗಿ ಸೆ.7ರಂದು ಬೆಳಿಗ್ಗೆ 10 ಗಂಟೆಗೆ ಮಂಡ್ಯ ನಗರದ ಕರ್ನಾಟಕ ಸಂಘದಲ್ಲಿ ಶಿಕ್ಷಕರ ಕವಿಗೋಷ್ಠಿ ಹಮ್ಮಿಕೊಳ್ಳಲಾಗಿದೆ ಎಂದು ಯೂನಿವರ್ಸಲ್ ಸೇವಾ ಟ್ರಸ್ಟ್ ಅಧ್ಯಕ್ಷ ಎಲ್.ಜಿ.ಹರ ಕುಮಾರ್ ತಿಳಿಸಿದರು. ಸುದ್ದಿಗೋಷ್ಠಿಯಲ್ಲಿ ಮಾತನಾಡಿದ ಅವರು, ಸೆ.5ರ ಶಿಕ್ಷಕರ ದಿನಾಚರಣೆಯ ಪ್ರಯುಕ್ತ ಶಿಕ್ಷಕರ ಕುರಿತು ಸ್ವರಚಿತ ಕವನ ವಾಚನ ಮಾಡಲು ಅವಕಾಶ ನೀಡಲಿದ್ದು, ಶಿಕ್ಷಕರು, ಶಿಕ್ಷಣಾಸಕ್ತರು ಪಾಲ್ಗೊಳ್ಳಬಹುದು. ಕವನಗಳು 20 ಸಾಲುಗಳಿಗೆ ಮೀರಬಾರದು, ಸೆಪ್ಟೆಂಬರ್ 01ರೊಳಗೆ ತಮ್ಮ ಹೆಸರನ್ನು ನೋಂದಾಯಿಸಿಕೊಳ್ಳಬೇಕು ಎಂದರು. bbox=[292, 1227, 474, 1413]
temple-puja-photo bbox=[1000, 96, 1296, 316]
kannada-bhavana-body bbox=[622, 120, 982, 380]
holige-col3-text: ನಿನ್ನಯವರಾಗಿ ಅವರು ತಮ್ಮ ಕುಟುಂಬಕ್ಕೆ ಆರ್ಥಿಕವಾಗಿ ಸಹಾಯ ಮಾಡುತ್ತಾರೆ. ಟ್ರಸ್ಟ್ ಮೂಲಕ ಸಾವಿರಾರು ಮಂದಿಗೆ ಸಹಕಾರ ನೀಡಲಾಗಿದೆ. ಮುಂದೆಯೂ ಇಂತಹ ಕಾರ್ಯಕ್ರಮಗಳನ್ನು ಆಯೋಜಿಸಲಾಗುವುದು ಎಂದು ಟ್ರಸ್ಟ್ ಕಾರ್ಯದರ್ಶಿ ತಿಳಿಸಿದರು. bbox=[466, 1843, 668, 1913]
weather-icon bbox=[680, 8, 748, 68]
magenta-dot bbox=[843, 1990, 853, 2000]
sewing-machine-photo bbox=[254, 1688, 668, 1836]
varamahalakshmi-subhead: ಹುಟ್ಟ ಸಂಭ್ರಮ: bbox=[738, 717, 807, 729]
kaluve-title: ಕಾಲುವೆ ಆಧುನೀಕರಣಕ್ಕೆ ಸಚಿವ ಸಂಪುಟ ಒಪ್ಪಿಗೆ bbox=[968, 407, 1231, 472]
purasabhe-place: ಮಳವಳ್ಳಿ: bbox=[692, 1685, 725, 1697]
brand-logo-icon bbox=[998, 12, 1026, 40]
kattada-col1 bbox=[692, 1016, 888, 1232]
temple-devotees-photo bbox=[518, 524, 946, 708]
cyan-dot bbox=[830, 1990, 840, 2000]
brand-name: ಹೊಸ ದಿಗಂತ bbox=[1034, 8, 1149, 38]
yellow-dot bbox=[494, 1990, 504, 2000]
varamahalakshmi-col3 bbox=[738, 716, 946, 960]
